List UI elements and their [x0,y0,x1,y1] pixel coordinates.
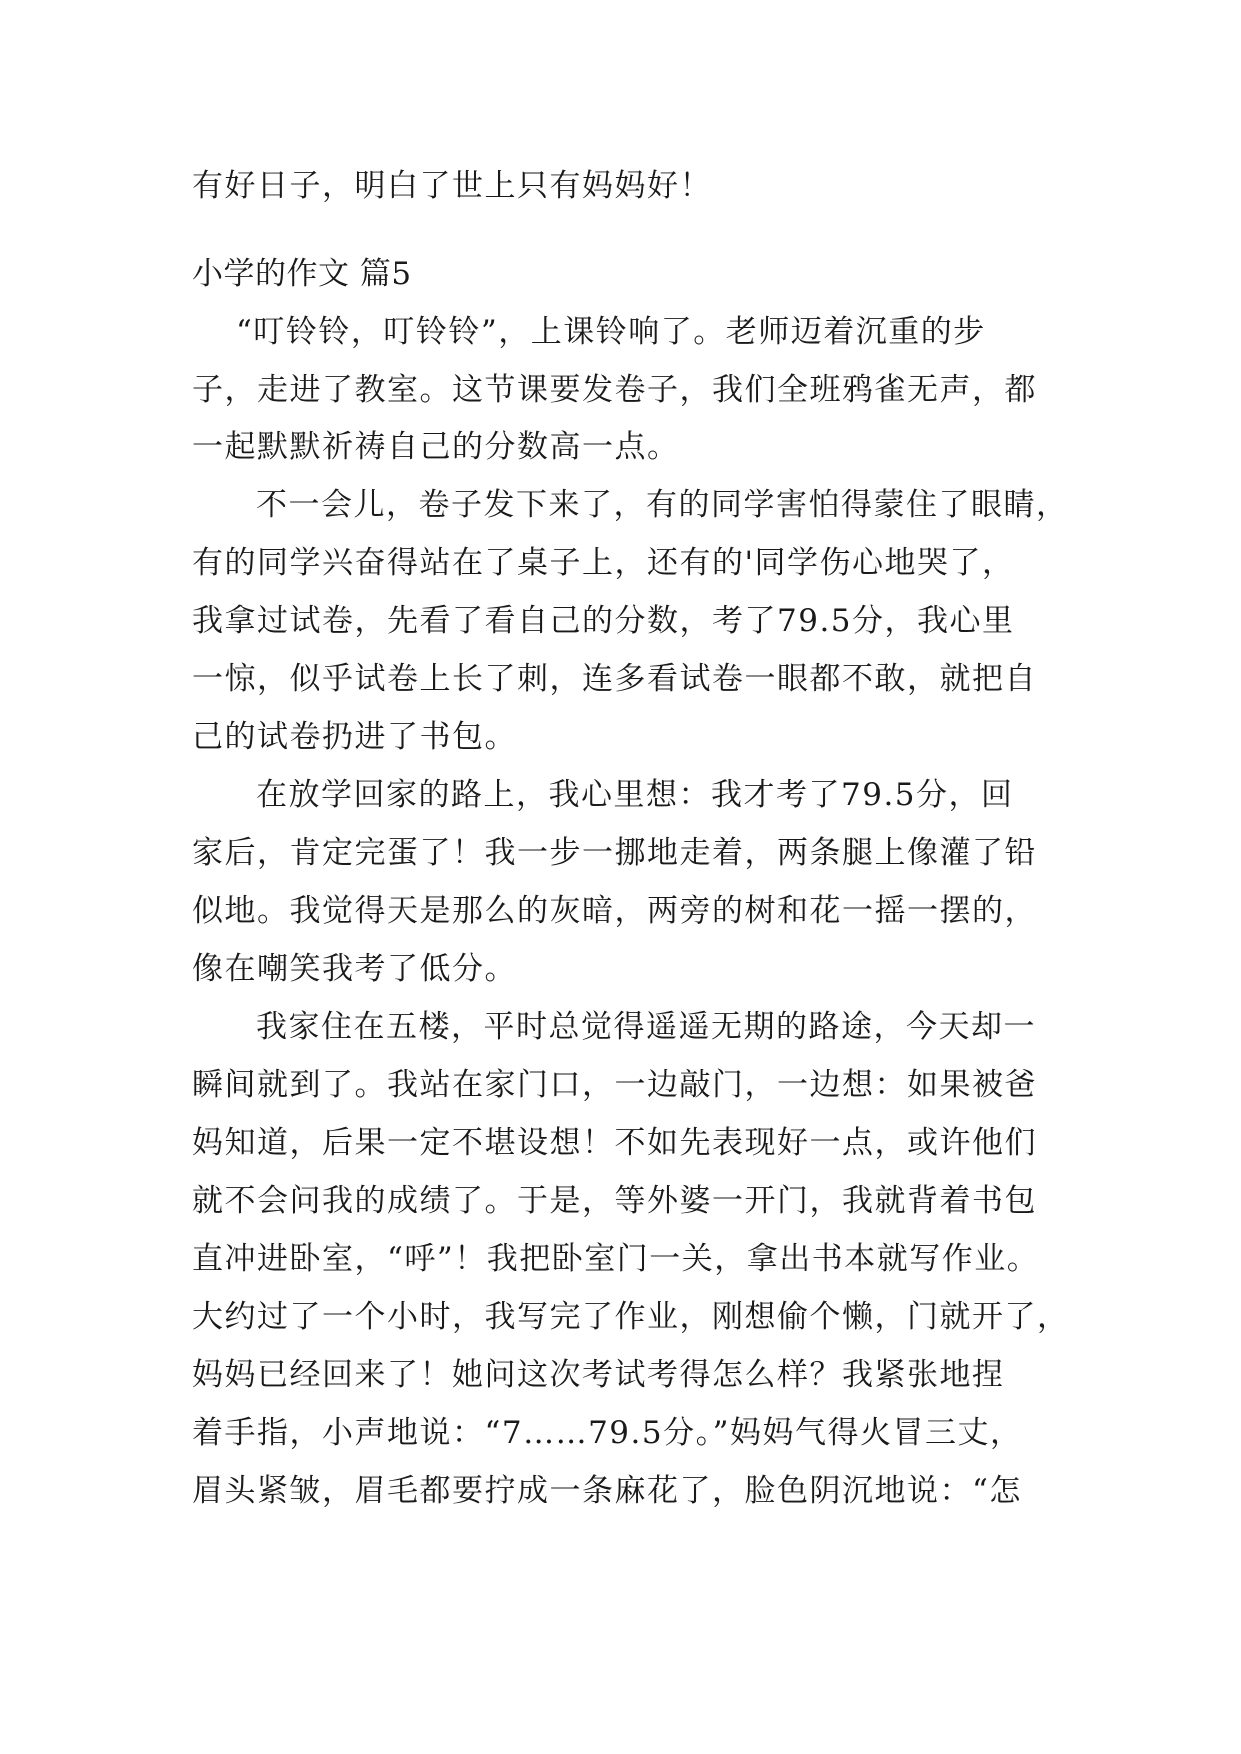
text-line: 直冲进卧室，“呼”！我把卧室门一关，拿出书本就写作业。 [192,1241,1040,1277]
text-line: “叮铃铃，叮铃铃”，上课铃响了。老师迈着沉重的步 [236,314,986,350]
text-line: 一惊，似乎试卷上长了刺，连多看试卷一眼都不敢，就把自 [192,661,1037,697]
text-line: 有好日子，明白了世上只有妈妈好！ [192,168,712,204]
text-line: 着手指，小声地说：“7……79.5分。”妈妈气得火冒三丈， [192,1415,1023,1451]
text-line: 己的试卷扔进了书包。 [192,719,517,755]
text-line: 像在嘲笑我考了低分。 [192,951,517,987]
text-line: 在放学回家的路上，我心里想：我才考了79.5分，回 [256,777,1014,813]
text-line: 眉头紧皱，眉毛都要拧成一条麻花了，脸色阴沉地说：“怎 [192,1473,1022,1509]
text-line: 子，走进了教室。这节课要发卷子，我们全班鸦雀无声，都 [192,372,1037,408]
essay-title: 小学的作文 篇5 [192,256,412,292]
text-line: 一起默默祈祷自己的分数高一点。 [192,429,680,465]
text-line: 不一会儿，卷子发下来了，有的同学害怕得蒙住了眼睛， [256,487,1069,523]
text-line: 妈知道，后果一定不堪设想！不如先表现好一点，或许他们 [192,1125,1037,1161]
text-line: 妈妈已经回来了！她问这次考试考得怎么样？我紧张地捏 [192,1357,1005,1393]
text-line: 大约过了一个小时，我写完了作业，刚想偷个懒，门就开了， [192,1299,1070,1335]
text-line: 就不会问我的成绩了。于是，等外婆一开门，我就背着书包 [192,1183,1037,1219]
text-line: 有的同学兴奋得站在了桌子上，还有的'同学伤心地哭了， [192,545,1015,581]
text-line: 我拿过试卷，先看了看自己的分数，考了79.5分，我心里 [192,603,1015,639]
text-line: 家后，肯定完蛋了！我一步一挪地走着，两条腿上像灌了铅 [192,835,1037,871]
text-line: 瞬间就到了。我站在家门口，一边敲门，一边想：如果被爸 [192,1067,1037,1103]
text-line: 似地。我觉得天是那么的灰暗，两旁的树和花一摇一摆的， [192,893,1037,929]
text-line: 我家住在五楼，平时总觉得遥遥无期的路途，今天却一 [256,1009,1036,1045]
